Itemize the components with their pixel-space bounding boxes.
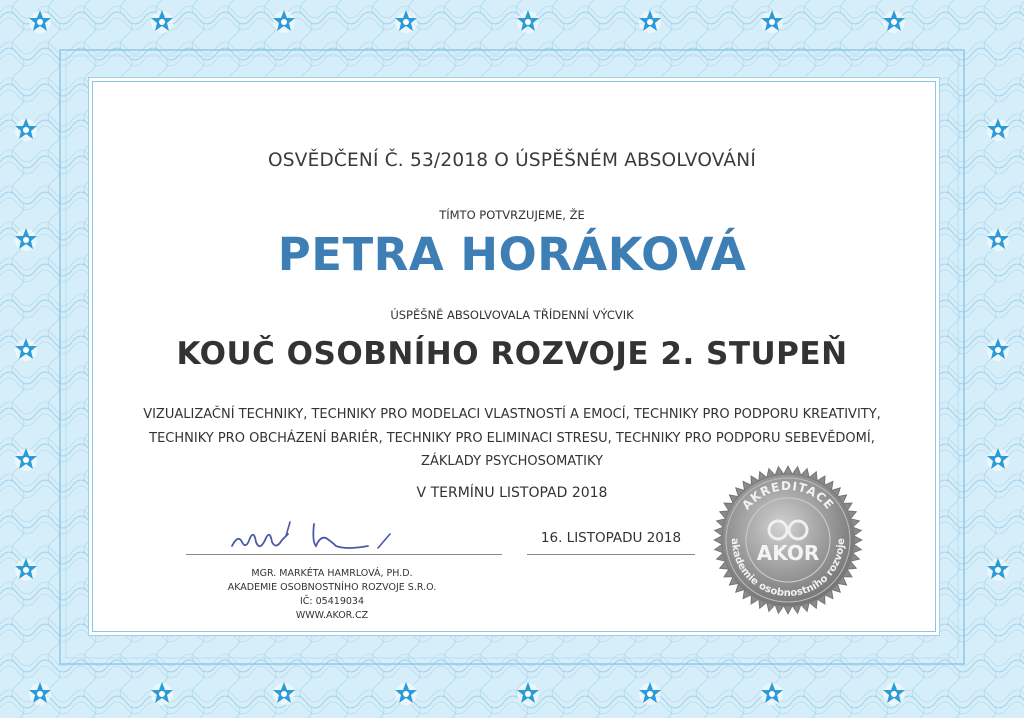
techniques-line: VIZUALIZAČNÍ TECHNIKY, TECHNIKY PRO MODELACI VLASTNOSTÍ A EMOCÍ, TECHNIKY PRO PODPORU KREATIVITY, <box>143 407 881 422</box>
issue-date: 16. LISTOPADU 2018 <box>540 530 682 546</box>
certificate-heading: OSVĚDČENÍ Č. 53/2018 O ÚSPĚŠNÉM ABSOLVOVÁNÍ <box>268 150 756 171</box>
handwritten-signature <box>228 512 418 556</box>
signatory-name: MGR. MARKÉTA HAMRLOVÁ, PH.D. <box>251 568 413 579</box>
confirmation-text: TÍMTO POTVRZUJEME, ŽE <box>439 208 585 222</box>
course-term: V TERMÍNU LISTOPAD 2018 <box>416 485 608 501</box>
signatory-company-id: IČ: 05419034 <box>299 596 364 607</box>
signature-line <box>186 554 502 555</box>
seal-top-text: AKREDITACE <box>739 478 837 513</box>
course-title: KOUČ OSOBNÍHO ROZVOJE 2. STUPEŇ <box>176 336 848 372</box>
signatory-website: WWW.AKOR.CZ <box>295 610 369 621</box>
techniques-line: ZÁKLADY PSYCHOSOMATIKY <box>421 454 603 469</box>
date-line <box>527 554 695 555</box>
completion-text: ÚSPĚŠNĚ ABSOLVOVALA TŘÍDENNÍ VÝCVIK <box>390 308 634 322</box>
seal-center-text: AKOR <box>756 541 820 565</box>
seal-bottom-text: akademie osobnostního rozvoje <box>728 537 848 600</box>
signatory-organization: AKADEMIE OSOBNOSTNÍHO ROZVOJE S.R.O. <box>227 582 437 593</box>
accreditation-seal <box>708 460 868 620</box>
techniques-line: TECHNIKY PRO OBCHÁZENÍ BARIÉR, TECHNIKY PRO ELIMINACI STRESU, TECHNIKY PRO PODPORU SEBEVĚDOMÍ, <box>149 431 875 446</box>
recipient-name: PETRA HORÁKOVÁ <box>277 228 747 281</box>
